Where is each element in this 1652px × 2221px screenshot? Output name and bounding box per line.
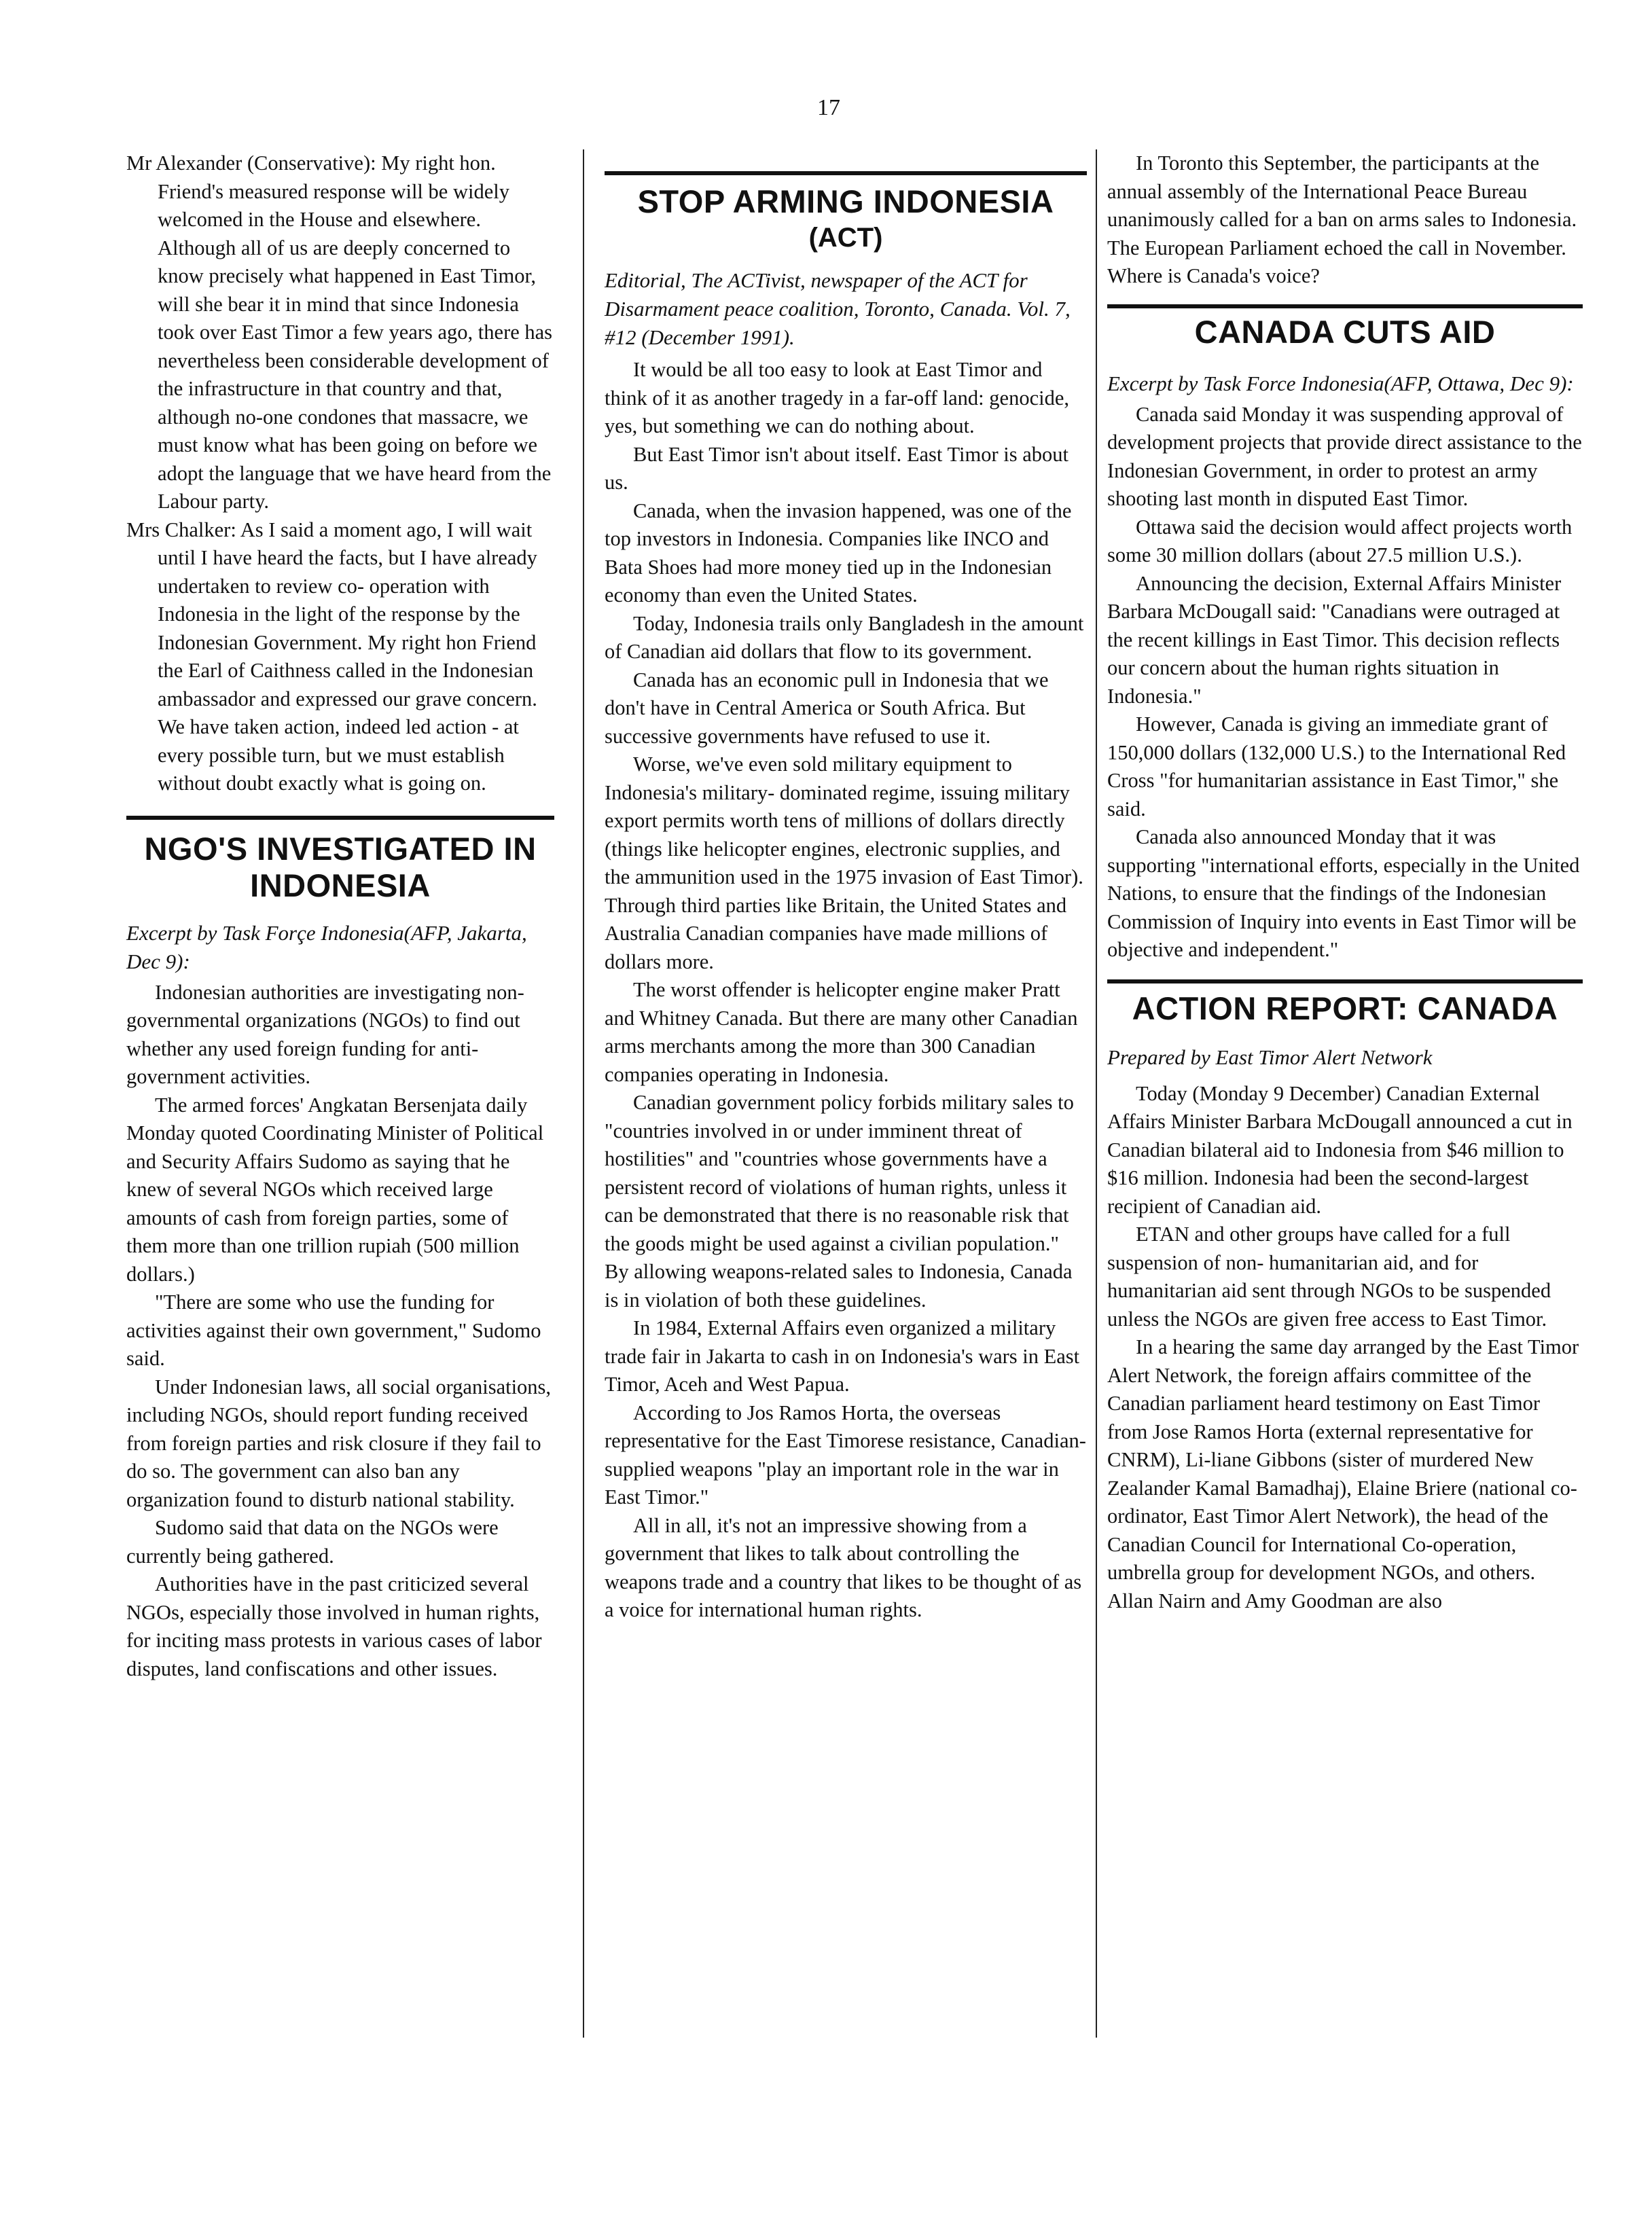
article-paragraph: In a hearing the same day arranged by the East Timor Alert Network, the foreign affairs committee of the Canadian parliament heard testimony on East Timor from Jose Ramos Horta (external representative for CNRM), Li-liane Gibbons (sister of murdered New Zealander Kamal Bamadhaj), Elaine Briere (national co-ordinator, East Timor Alert Network), the head of the Canadian Council for International Co-operation, umbrella group for development NGOs, and others. Allan Nairn and Amy Goodman are also — [1107, 1335, 1579, 1612]
article-paragraph: Authorities have in the past criticized several NGOs, especially those involved in human rights, for inciting mass protests in various cases of labor disputes, land confiscations and other issues. — [126, 1572, 542, 1680]
article-paragraph: Canada, when the invasion happened, was one of the top investors in Indonesia. Companies like INCO and Bata Shoes had more money tied up in the Indonesian economy than even the United States. — [605, 499, 1072, 607]
section-rule — [1107, 304, 1583, 308]
article-paragraph: Indonesian authorities are investigating non-governmental organizations (NGOs) to find out whether any used foreign funding for anti-government activities. — [126, 980, 524, 1088]
column-right — [1107, 149, 1583, 1615]
canada-cuts-aid-byline: Excerpt by Task Force Indonesia(AFP, Ottawa, Dec 9): — [1107, 371, 1574, 395]
ngo-article — [126, 831, 554, 1684]
stop-arming-headline: STOP ARMING INDONESIA — [637, 183, 1054, 219]
hansard-paragraph-chalker: Mrs Chalker: As I said a moment ago, I will wait until I have heard the facts, but I have already undertaken to review co- operation with Indonesia in the light of the response by the Indonesian Government. My right hon Friend the Earl of Caithness called in the Indonesian ambassador and expressed our grave concern. We have taken action, indeed led action - at every possible turn, but we must establish without doubt exactly what is going on. — [126, 518, 537, 795]
column-left — [126, 149, 554, 1683]
article-paragraph: Announcing the decision, External Affairs Minister Barbara McDougall said: "Canadians were outraged at the recent killings in East Timor. This decision reflects our concern about the human rights situation in Indonesia." — [1107, 571, 1562, 708]
article-paragraph: ETAN and other groups have called for a full suspension of non- humanitarian aid, and for humanitarian aid sent through NGOs to be suspended unless the NGOs are given free access to East Timor. — [1107, 1223, 1551, 1331]
article-paragraph: The worst offender is helicopter engine maker Pratt and Whitney Canada. But there are many other Canadian arms merchants among the more than 300 Canadian companies operating in Indonesia. — [605, 978, 1078, 1086]
article-paragraph: According to Jos Ramos Horta, the overseas representative for the East Timorese resistance, Canadian-supplied weapons "play an important role in the war in East Timor." — [605, 1401, 1086, 1509]
action-report-headline: ACTION REPORT: CANADA — [1132, 990, 1558, 1026]
article-paragraph: All in all, it's not an impressive showing from a government that likes to talk about controlling the weapons trade and a country that likes to be thought of as a voice for international human rights. — [605, 1513, 1082, 1621]
article-paragraph: However, Canada is giving an immediate grant of 150,000 dollars (132,000 U.S.) to the International Red Cross "for humanitarian assistance in East Timor," she said. — [1107, 712, 1566, 820]
article-paragraph: Ottawa said the decision would affect projects worth some 30 million dollars (about 27.5 million U.S.). — [1107, 515, 1573, 566]
article-paragraph: Today (Monday 9 December) Canadian External Affairs Minister Barbara McDougall announced a cut in Canadian bilateral aid to Indonesia from $46 million to $16 million. Indonesia had been the second-largest recipient of Canadian aid. — [1107, 1081, 1573, 1218]
article-paragraph: Today, Indonesia trails only Bangladesh in the amount of Canadian aid dollars that flow to its government. — [605, 611, 1084, 663]
article-paragraph: "There are some who use the funding for activities against their own government," Sudomo said. — [126, 1290, 541, 1370]
page-number: 17 — [817, 95, 840, 120]
column-middle — [605, 149, 1087, 1625]
stop-arming-byline: Editorial, The ACTivist, newspaper of the ACT for Disarmament peace coalition, Toronto, Canada. Vol. 7, #12 (December 1991). — [605, 268, 1071, 349]
article-paragraph: Worse, we've even sold military equipment to Indonesia's military- dominated regime, issuing military export permits worth tens of millions of dollars directly (things like helicopter engines, electronic supplies, and the ammunition used in the 1975 invasion of East Timor). Through third parties like Britain, the United States and Australia Canadian companies have made millions of dollars more. — [605, 753, 1083, 973]
article-paragraph: Canada has an economic pull in Indonesia that we don't have in Central America or South Africa. But successive governments have refused to use it. — [605, 668, 1049, 748]
canada-cuts-aid-article — [1107, 314, 1583, 964]
article-paragraph: Canada said Monday it was suspending approval of development projects that provide direct assistance to the Indonesian Government, in order to protest an army shooting last month in disputed East Timor. — [1107, 402, 1582, 510]
article-paragraph: But East Timor isn't about itself. East Timor is about us. — [605, 442, 1069, 494]
stop-arming-article — [605, 183, 1087, 1625]
article-paragraph: In 1984, External Affairs even organized a military trade fair in Jakarta to cash in on Indonesia's wars in East Timor, Aceh and West Papua. — [605, 1316, 1080, 1396]
canada-cuts-aid-headline: CANADA CUTS AID — [1194, 313, 1496, 350]
hansard-paragraph-alexander: Mr Alexander (Conservative): My right hon. Friend's measured response will be widely welcomed in the House and elsewhere. Although all of us are deeply concerned to know precisely what happened in East Timor, will she bear it in mind that since Indonesia took over East Timor a few years ago, there has nevertheless been considerable development of the infrastructure in that country and that, although no-one condones that massacre, we must know what has been going on before we adopt the language that we have heard from the Labour party. — [126, 151, 553, 513]
section-rule — [126, 816, 554, 820]
intro-paragraph: In Toronto this September, the participants at the annual assembly of the International Peace Bureau unanimously called for a ban on arms sales to Indonesia. The European Parliament echoed the call in November. Where is Canada's voice? — [1107, 151, 1577, 287]
column-divider-right — [1096, 149, 1097, 2038]
article-paragraph: Sudomo said that data on the NGOs were currently being gathered. — [126, 1516, 499, 1568]
stop-arming-subhead: (ACT) — [808, 223, 883, 253]
section-rule — [605, 171, 1087, 175]
action-report-article — [1107, 990, 1583, 1616]
article-paragraph: The armed forces' Angkatan Bersenjata daily Monday quoted Coordinating Minister of Political and Security Affairs Sudomo as saying that he knew of several NGOs which received large amounts of cash from foreign parties, some of them more than one trillion rupiah (500 million dollars.) — [126, 1093, 544, 1286]
article-paragraph: Canadian government policy forbids military sales to "countries involved in or under imminent threat of hostilities" and "countries whose governments have a persistent record of violations of human rights, unless it can be demonstrated that there is no reasonable risk that the goods might be used against a civilian population." By allowing weapons-related sales to Indonesia, Canada is in violation of both these guidelines. — [605, 1091, 1074, 1312]
ngo-article-headline: NGO'S INVESTIGATED IN INDONESIA — [144, 830, 537, 903]
column-divider-left — [583, 149, 584, 2038]
section-rule — [1107, 979, 1583, 983]
article-paragraph: Under Indonesian laws, all social organisations, including NGOs, should report funding received from foreign parties and risk closure if they fail to do so. The government can also ban any organization found to disturb national stability. — [126, 1375, 552, 1511]
ngo-article-byline: Excerpt by Task Forçe Indonesia(AFP, Jakarta, Dec 9): — [126, 920, 527, 973]
article-paragraph: It would be all too easy to look at East Timor and think of it as another tragedy in a far-off land: genocide, yes, but something we can do nothing about. — [605, 358, 1069, 437]
action-report-byline: Prepared by East Timor Alert Network — [1107, 1045, 1433, 1069]
article-paragraph: Canada also announced Monday that it was supporting "international efforts, especially in the United Nations, to ensure that the findings of the Indonesian Commission of Inquiry into events in East Timor will be objective and independent." — [1107, 825, 1580, 961]
